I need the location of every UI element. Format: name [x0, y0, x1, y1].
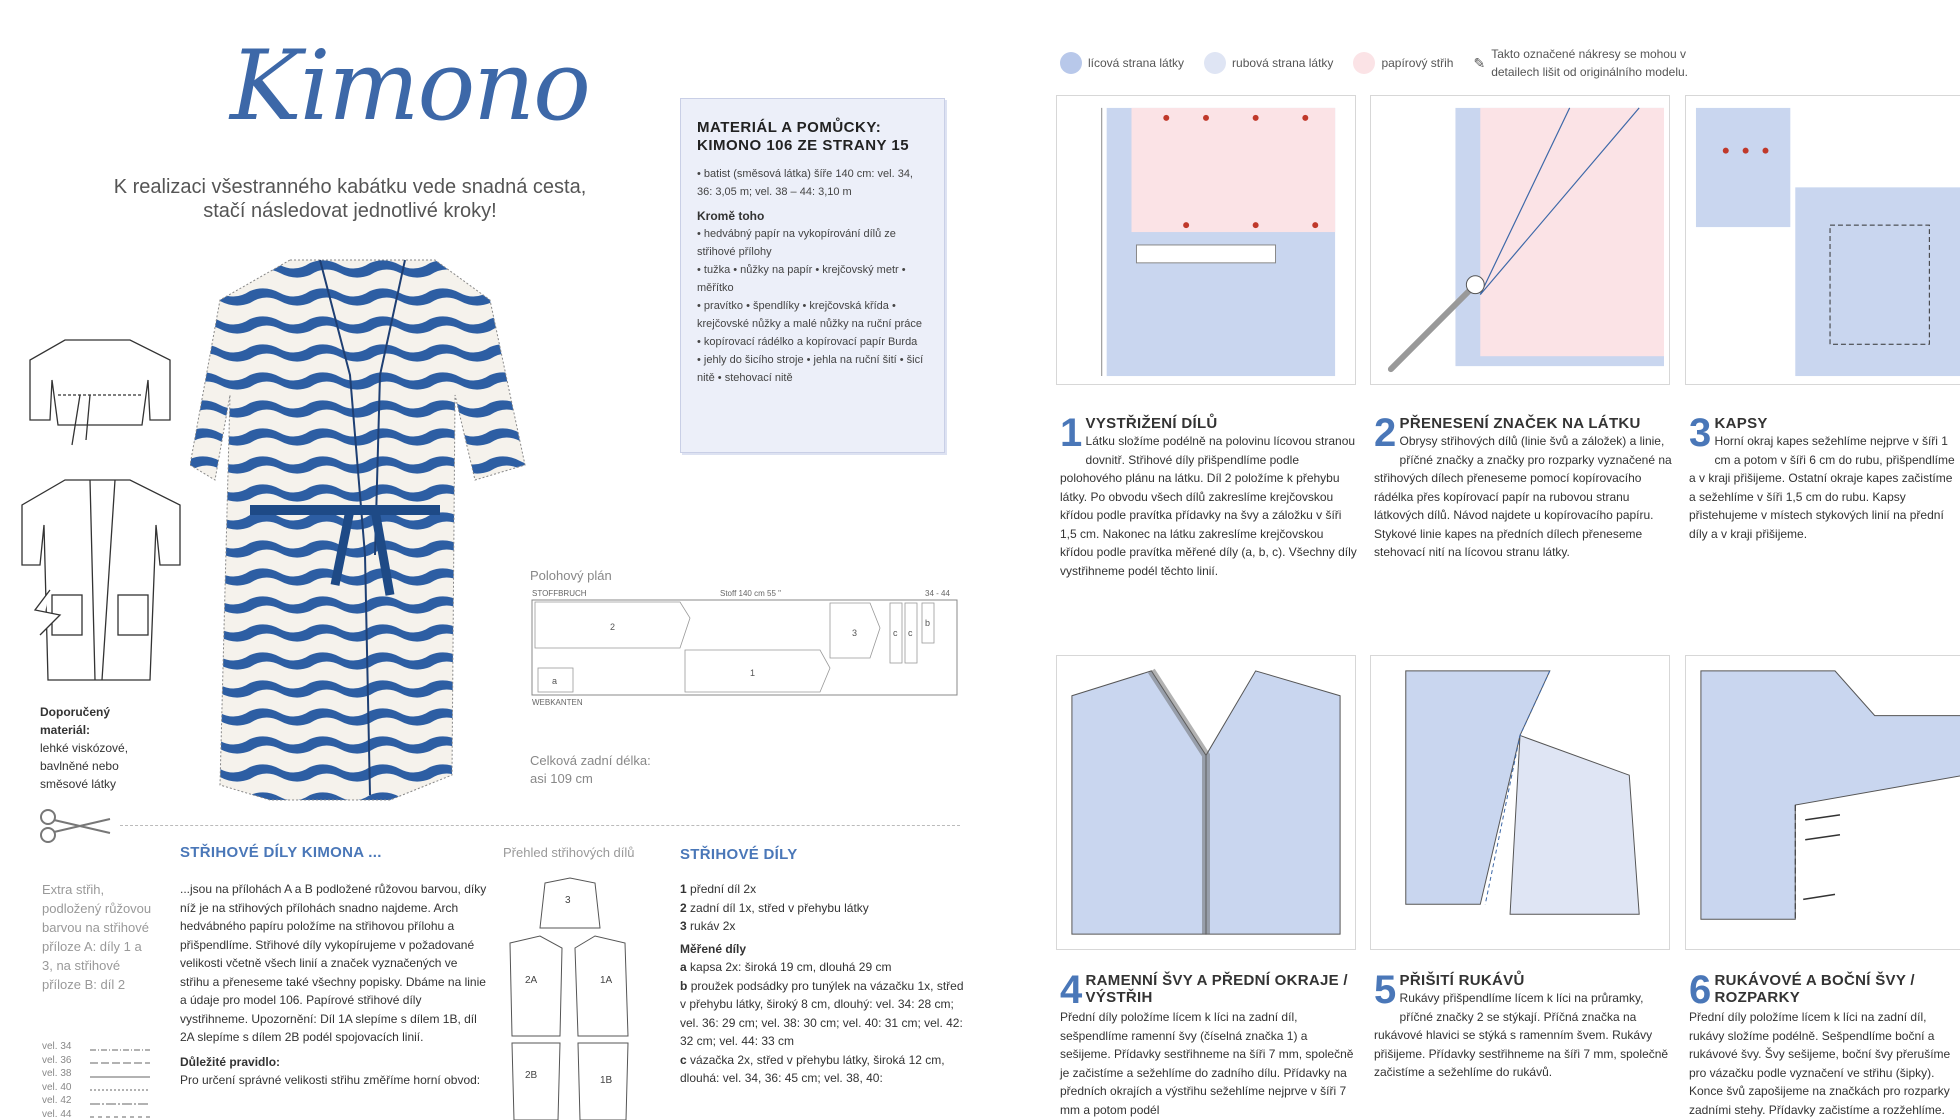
step-text: Obrysy střihových dílů (linie švů a záložek) a linie, příčné značky a značky pro rozparky vyznačené na střihových dílech přeneseme pomocí kopírovacího rádélka přes kopírovací papír na rubovou stranu látkových dílů. Návod najdete u kopírovacího papíru. Stykové linie kapes na předních dílech přeneseme stehovací nití na lícovou stranu látky. — [1374, 434, 1672, 559]
legend-swatch — [1060, 52, 1082, 74]
plan-piece-label: 3 — [852, 628, 858, 638]
step-title: PŘENESENÍ ZNAČEK NA LÁTKU — [1399, 415, 1641, 432]
step-4 — [1060, 968, 1360, 1119]
step-text: Rukávy přišpendlíme lícem k líci na průramky, příčné značky 2 se stýkají. Příčná značka na rukávové hlavici se stýká s ramenním švem. Rukávy přišijeme. Přídavky sestřihneme na šíři 7 mm, společně začistíme a sežehlíme do rukávů. — [1374, 991, 1669, 1079]
plan-piece-label: 2 — [610, 622, 616, 632]
page-title: Kimono — [230, 30, 589, 142]
measured-heading: Měřené díly — [680, 941, 747, 956]
legend-note: Takto označené nákresy se mohou v detailech lišit od originálního modelu. — [1491, 47, 1688, 79]
size-line-samples — [90, 1046, 155, 1120]
step-number: 5 — [1374, 968, 1397, 1012]
step-5 — [1374, 968, 1674, 1082]
back-length — [530, 752, 651, 788]
step2-illustration — [1370, 95, 1670, 385]
recommended-material-label: Doporučený materiál: — [40, 705, 111, 737]
stoff-label: Stoff 140 cm 55 " — [720, 589, 781, 598]
recommended-material — [40, 703, 160, 793]
pattern-parts-list-heading: STŘIHOVÉ DÍLY — [680, 846, 798, 863]
section-divider — [120, 825, 960, 826]
extra-pattern-note: Extra střih, podložený růžovou barvou na střihové příloze A: díly 1 a 3, na střihové příloze B: díl 2 — [42, 882, 152, 992]
step-3 — [1689, 411, 1960, 543]
size-legend-item: vel. 36 — [42, 1054, 72, 1066]
materials-extra-item: • tužka • nůžky na papír • krejčovský metr • měřítko — [697, 264, 906, 294]
layout-plan-label: Polohový plán — [530, 568, 612, 583]
plan-piece-label: c — [893, 628, 898, 638]
legend-item: papírový střih — [1353, 52, 1453, 74]
size-legend-item: vel. 44 — [42, 1108, 72, 1120]
measured-item: b proužek podsádky pro tunýlek na vázačku 1x, střed v přehybu látky, široký 8 cm, dlouhý: vel. 34: 28 cm; vel. 36: 29 cm; vel. 38: 30 cm; vel. 40: 31 cm; vel. 42: 32 cm; vel. 44: 33 cm — [680, 978, 964, 1048]
pattern-parts-heading: STŘIHOVÉ DÍLY KIMONA ... — [180, 844, 382, 861]
plan-piece-label: a — [552, 676, 558, 686]
materials-extra-item: • jehly do šicího stroje • jehla na ruční šití • šicí nitě • stehovací nitě — [697, 354, 924, 384]
kimono-photo — [190, 255, 530, 810]
step6-illustration — [1685, 655, 1960, 950]
legend-swatch — [1353, 52, 1375, 74]
step-number: 4 — [1060, 968, 1083, 1012]
legend-item: rubová strana látky — [1204, 52, 1333, 74]
plan-piece-label: c — [908, 628, 913, 638]
materials-extra-item: • pravítko • špendlíky • krejčovská křída • krejčovské nůžky a malé nůžky na ruční práce — [697, 300, 922, 330]
color-legend — [1060, 48, 1731, 78]
rule-text: Pro určení správné velikosti střihu změříme horní obvod: — [180, 1073, 481, 1087]
layout-plan-diagram — [530, 588, 960, 708]
step5-illustration — [1370, 655, 1670, 950]
materials-box — [680, 98, 945, 453]
overview-piece-label: 1B — [600, 1075, 613, 1086]
step-title: VYSTŘIŽENÍ DÍLŮ — [1085, 415, 1218, 432]
materials-extra-item: • kopírovací rádélko a kopírovací papír Burda — [697, 336, 918, 348]
size-legend-item: vel. 34 — [42, 1041, 72, 1052]
size-legend-item: vel. 38 — [42, 1068, 72, 1079]
measured-item: c vázačka 2x, střed v přehybu látky, široká 12 cm, dlouhá: vel. 34, 36: 45 cm; vel. 38, 40: — [680, 1052, 945, 1085]
step1-illustration — [1056, 95, 1356, 385]
step-number: 1 — [1060, 411, 1083, 455]
step-title: PŘIŠITÍ RUKÁVŮ — [1399, 972, 1525, 989]
plan-piece-label: b — [925, 618, 931, 628]
step-6 — [1689, 968, 1960, 1119]
pin-icon: ✎ — [1473, 54, 1486, 71]
step-text: Přední díly položíme lícem k líci na zadní díl, sešpendlíme ramenní švy (číselná značka 1) a sešijeme. Přídavky sestřihneme na šíři 7 mm, společně je začistíme a sežehlíme do zadního dílu. Přídavky na předních okrajích a výstřihu sežehlíme nejprve v šíři 7 mm a potom podél — [1060, 1010, 1354, 1117]
back-length-value: asi 109 cm — [530, 771, 593, 786]
kimono-technical-sketch — [20, 335, 195, 700]
rule-heading: Důležité pravidlo: — [180, 1054, 281, 1069]
plan-piece-label: 1 — [750, 668, 756, 678]
legend-item: lícová strana látky — [1060, 52, 1184, 74]
legend-swatch — [1204, 52, 1226, 74]
step-text: Přední díly položíme lícem k líci na zadní díl, rukávy složíme podélně. Sešpendlíme boční a rukávové švy. Švy sešijeme, boční švy přerušíme pro vázačku podle vyznačení ve střihu (šipky). Konce švů zapošijeme na značkách pro rozparky zadními stehy. Přídavky začistíme a rozžehlíme. — [1689, 1010, 1951, 1117]
recommended-material-text: lehké viskózové, bavlněné nebo směsové látky — [40, 741, 129, 791]
parts-list-item: 1 přední díl 2x — [680, 882, 757, 896]
pattern-overview-label: Přehled střihových dílů — [503, 845, 635, 860]
back-length-label: Celková zadní délka: — [530, 753, 651, 768]
step-1 — [1060, 411, 1360, 580]
overview-piece-label: 2A — [525, 975, 538, 986]
pattern-parts-list — [680, 880, 970, 1088]
step-number: 2 — [1374, 411, 1397, 455]
step-2 — [1374, 411, 1674, 562]
overview-piece-label: 3 — [565, 895, 571, 906]
step-title: RUKÁVOVÉ A BOČNÍ ŠVY / ROZPARKY — [1714, 972, 1915, 1006]
overview-piece-label: 1A — [600, 975, 613, 986]
pattern-parts-body: ...jsou na přílohách A a B podložené růžovou barvou, díky níž je na střihových přílohách snadno najdeme. Arch hedvábného papíru položíme na střihovou přílohu a přišpendlíme. Střihové díly vykopírujeme v požadované velikosti včetně všech linií a značek vyznačených ve střihu a přeneseme také všechny popisky. Dbáme na linie a údaje pro model 106. Papírové střihové díly vystřihneme. Upozornění: Díl 1A slepíme s dílem 1B, díl 2A slepíme s dílem 2B podél spojovacích linií. — [180, 882, 487, 1044]
materials-item: • batist (směsová látka) šíře 140 cm: vel. 34, 36: 3,05 m; vel. 38 – 44: 3,10 m — [697, 168, 913, 198]
step-title: KAPSY — [1714, 415, 1768, 432]
pattern-overview-diagram — [500, 868, 640, 1120]
step3-illustration — [1685, 95, 1960, 385]
materials-heading: MATERIÁL A POMŮCKY: KIMONO 106 ZE STRANY 15 — [697, 119, 910, 154]
step-title: RAMENNÍ ŠVY A PŘEDNÍ OKRAJE / VÝSTŘIH — [1085, 972, 1348, 1006]
step-text: Horní okraj kapes sežehlíme nejprve v šíři 1 cm a potom v šíři 6 cm do rubu, přišpendlíme a v kraji přišijeme. Ostatní okraje kapes začistíme a sežehlíme v šíři 1,5 cm do rubu. Kapsy přistehujeme v místech stykových linií na přední díly a v kraji přišijeme. — [1689, 434, 1955, 541]
plan-sizes-label: 34 - 44 — [925, 589, 950, 598]
step4-illustration — [1056, 655, 1356, 950]
size-legend-item: vel. 40 — [42, 1081, 72, 1093]
parts-list-item: 2 zadní díl 1x, střed v přehybu látky — [680, 900, 869, 915]
step-text: Látku složíme podélně na polovinu lícovou stranou dovnitř. Střihové díly přišpendlíme podle polohového plánu na látku. Díl 2 položíme k přehybu látky. Po obvodu všech dílů zakreslíme krejčovskou křídou podle pravítka přídavky na švy a záložku v šíři 1,5 cm. Nakonec na látku zakreslíme krejčovskou křídou podle pravítka měřené díly (a, b, c). Všechny díly vystřihneme podél těchto linií. — [1060, 434, 1357, 578]
size-legend-item: vel. 42 — [42, 1095, 72, 1106]
materials-extra-item: • hedvábný papír na vykopírování dílů ze střihové přílohy — [697, 228, 896, 258]
parts-list-item: 3 rukáv 2x — [680, 919, 736, 933]
scissors-icon — [38, 805, 113, 845]
measured-item: a kapsa 2x: široká 19 cm, dlouhá 29 cm — [680, 960, 892, 974]
page-subtitle: K realizaci všestranného kabátku vede snadná cesta, stačí následovat jednotlivé kroky! — [113, 176, 587, 222]
right-page — [1040, 0, 1960, 1120]
stoffbruch-label: STOFFBRUCH — [532, 589, 587, 598]
materials-extra-heading: Kromě toho — [697, 209, 765, 223]
pattern-parts-text — [180, 880, 490, 1090]
step-number: 3 — [1689, 411, 1712, 455]
overview-piece-label: 2B — [525, 1070, 538, 1081]
step-number: 6 — [1689, 968, 1712, 1012]
webkanten-label: WEBKANTEN — [532, 698, 583, 707]
